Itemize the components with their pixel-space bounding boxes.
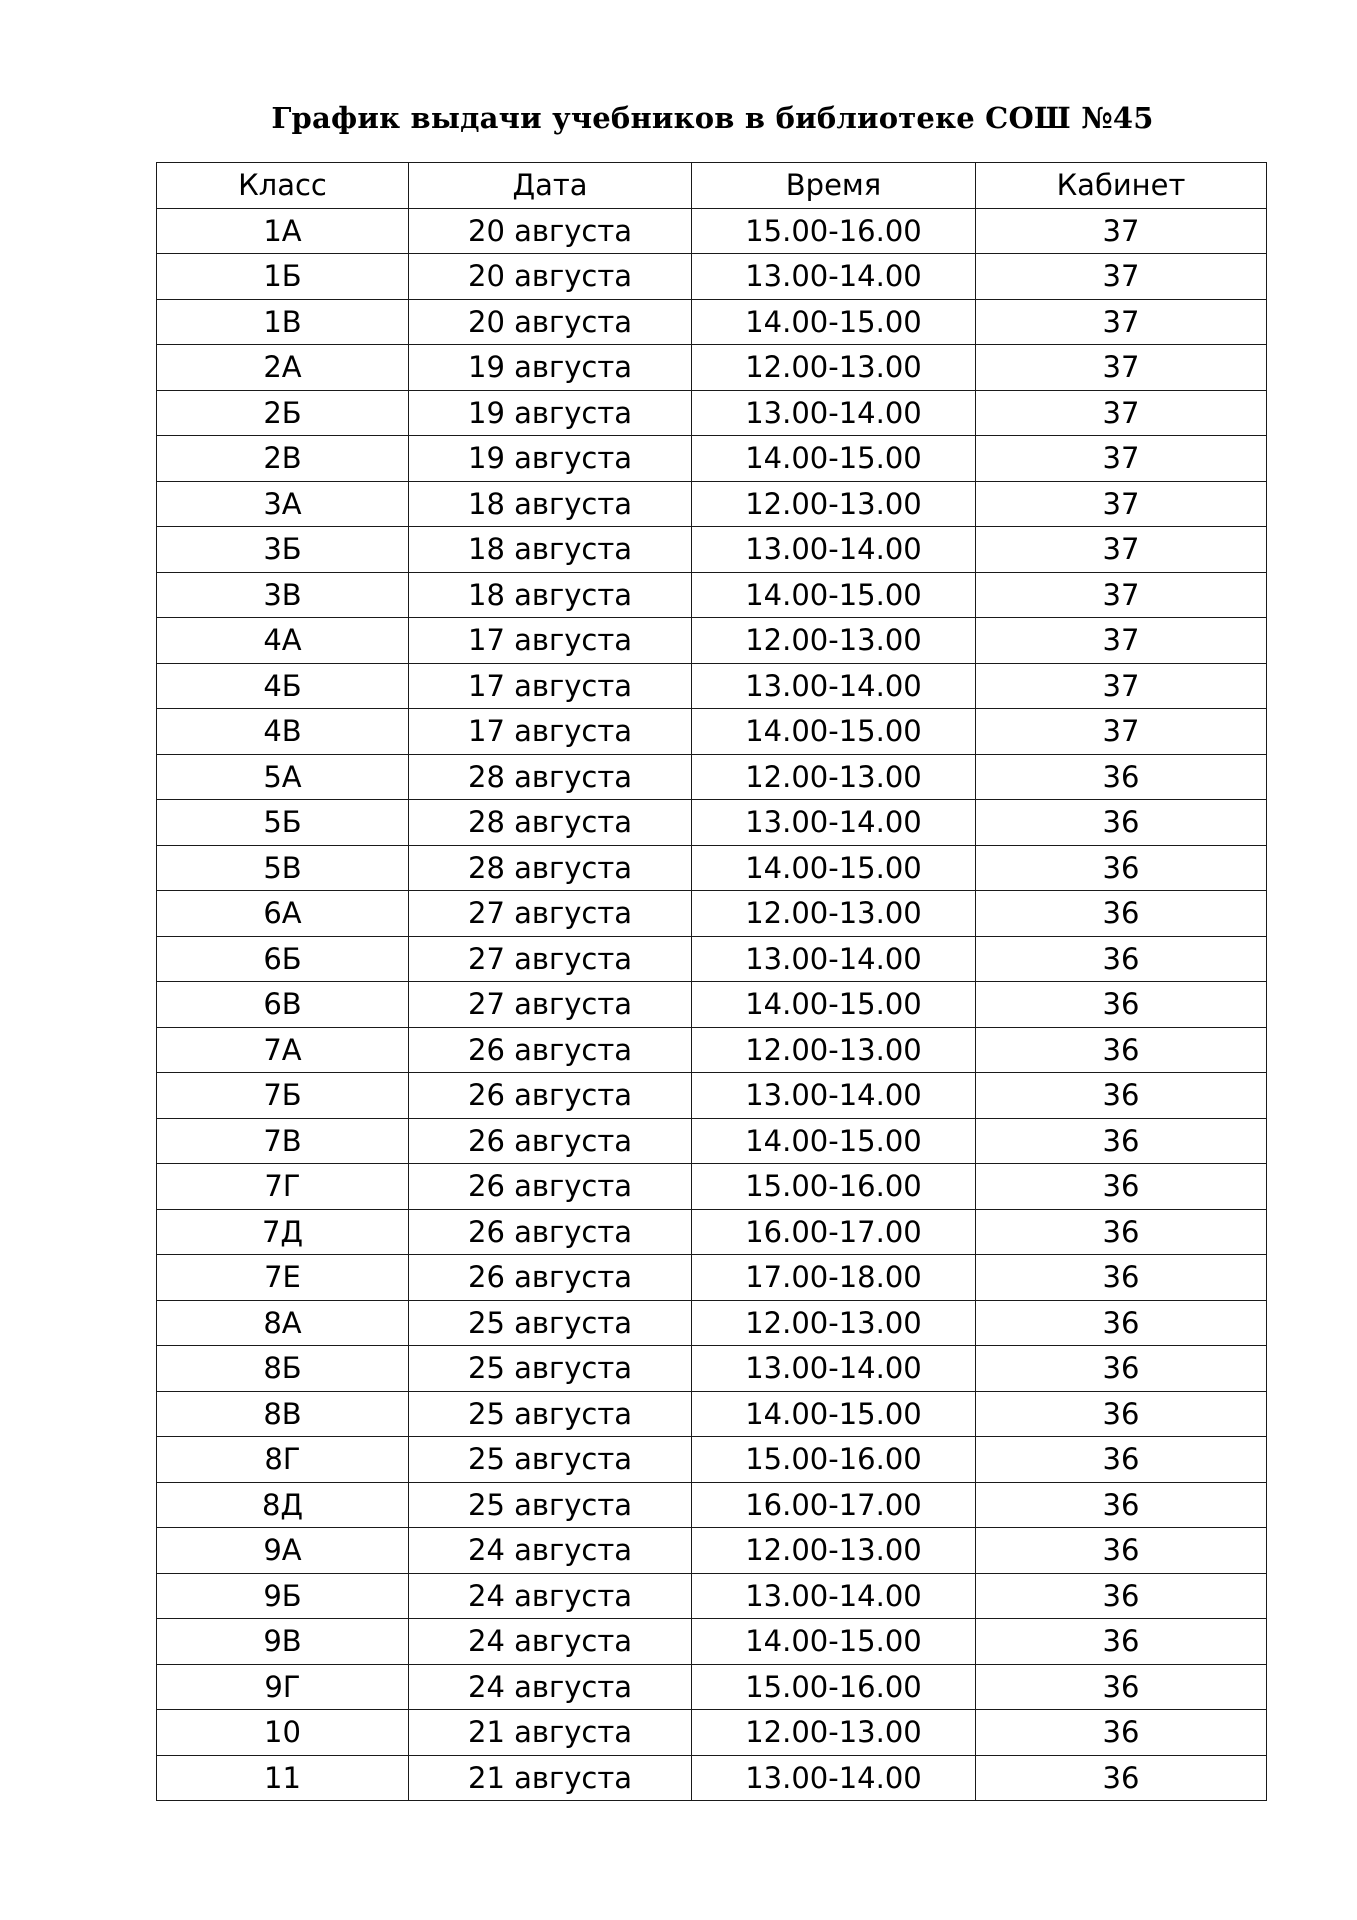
class-cell: 3А: [157, 481, 409, 527]
time-cell: 13.00-14.00: [692, 1073, 976, 1119]
class-cell: 4А: [157, 618, 409, 664]
class-cell: 11: [157, 1755, 409, 1801]
class-cell: 7Д: [157, 1209, 409, 1255]
time-cell: 16.00-17.00: [692, 1209, 976, 1255]
document-title: График выдачи учебников в библиотеке СОШ №45: [271, 101, 1154, 135]
room-cell: 36: [976, 1209, 1267, 1255]
time-cell: 14.00-15.00: [692, 1118, 976, 1164]
date-cell: 20 августа: [409, 208, 692, 254]
date-cell: 27 августа: [409, 891, 692, 937]
table-header-row: [157, 163, 1267, 209]
table-row: [157, 1209, 1267, 1255]
date-cell: 27 августа: [409, 936, 692, 982]
room-cell: 36: [976, 1255, 1267, 1301]
date-cell: 21 августа: [409, 1755, 692, 1801]
table-row: [157, 254, 1267, 300]
time-cell: 13.00-14.00: [692, 800, 976, 846]
class-cell: 10: [157, 1710, 409, 1756]
time-cell: 14.00-15.00: [692, 572, 976, 618]
room-cell: 36: [976, 1528, 1267, 1574]
class-cell: 9В: [157, 1619, 409, 1665]
date-cell: 26 августа: [409, 1027, 692, 1073]
date-cell: 20 августа: [409, 254, 692, 300]
class-cell: 1В: [157, 299, 409, 345]
date-cell: 25 августа: [409, 1391, 692, 1437]
date-cell: 24 августа: [409, 1573, 692, 1619]
date-cell: 17 августа: [409, 663, 692, 709]
time-cell: 16.00-17.00: [692, 1482, 976, 1528]
class-cell: 7А: [157, 1027, 409, 1073]
time-cell: 13.00-14.00: [692, 1573, 976, 1619]
date-cell: 28 августа: [409, 754, 692, 800]
time-cell: 14.00-15.00: [692, 982, 976, 1028]
time-cell: 13.00-14.00: [692, 663, 976, 709]
time-cell: 13.00-14.00: [692, 1755, 976, 1801]
date-cell: 17 августа: [409, 709, 692, 755]
date-cell: 18 августа: [409, 527, 692, 573]
table-body: [157, 208, 1267, 1801]
room-cell: 36: [976, 754, 1267, 800]
time-cell: 12.00-13.00: [692, 618, 976, 664]
room-cell: 37: [976, 481, 1267, 527]
time-cell: 14.00-15.00: [692, 845, 976, 891]
header-class: Класс: [157, 163, 409, 209]
date-cell: 19 августа: [409, 436, 692, 482]
class-cell: 4В: [157, 709, 409, 755]
time-cell: 13.00-14.00: [692, 254, 976, 300]
room-cell: 37: [976, 299, 1267, 345]
room-cell: 36: [976, 1482, 1267, 1528]
date-cell: 19 августа: [409, 345, 692, 391]
table-row: [157, 982, 1267, 1028]
class-cell: 1А: [157, 208, 409, 254]
date-cell: 28 августа: [409, 845, 692, 891]
table-row: [157, 709, 1267, 755]
room-cell: 36: [976, 1755, 1267, 1801]
table-row: [157, 1710, 1267, 1756]
class-cell: 4Б: [157, 663, 409, 709]
table-row: [157, 1255, 1267, 1301]
class-cell: 5В: [157, 845, 409, 891]
time-cell: 15.00-16.00: [692, 1437, 976, 1483]
class-cell: 2Б: [157, 390, 409, 436]
time-cell: 17.00-18.00: [692, 1255, 976, 1301]
time-cell: 15.00-16.00: [692, 1664, 976, 1710]
table-row: [157, 390, 1267, 436]
room-cell: 36: [976, 845, 1267, 891]
class-cell: 7Г: [157, 1164, 409, 1210]
class-cell: 2А: [157, 345, 409, 391]
room-cell: 36: [976, 1118, 1267, 1164]
room-cell: 36: [976, 1346, 1267, 1392]
table-row: [157, 1619, 1267, 1665]
table-row: [157, 1437, 1267, 1483]
class-cell: 8Г: [157, 1437, 409, 1483]
date-cell: 26 августа: [409, 1164, 692, 1210]
time-cell: 12.00-13.00: [692, 1027, 976, 1073]
room-cell: 37: [976, 254, 1267, 300]
date-cell: 26 августа: [409, 1255, 692, 1301]
room-cell: 36: [976, 936, 1267, 982]
time-cell: 14.00-15.00: [692, 436, 976, 482]
date-cell: 25 августа: [409, 1437, 692, 1483]
time-cell: 12.00-13.00: [692, 1528, 976, 1574]
table-row: [157, 208, 1267, 254]
class-cell: 5Б: [157, 800, 409, 846]
date-cell: 28 августа: [409, 800, 692, 846]
time-cell: 13.00-14.00: [692, 527, 976, 573]
table-row: [157, 800, 1267, 846]
table-row: [157, 891, 1267, 937]
table-row: [157, 1346, 1267, 1392]
time-cell: 13.00-14.00: [692, 936, 976, 982]
table-row: [157, 1664, 1267, 1710]
table-row: [157, 436, 1267, 482]
date-cell: 25 августа: [409, 1482, 692, 1528]
date-cell: 21 августа: [409, 1710, 692, 1756]
time-cell: 12.00-13.00: [692, 754, 976, 800]
table-row: [157, 1118, 1267, 1164]
table-row: [157, 299, 1267, 345]
table-row: [157, 754, 1267, 800]
class-cell: 7Б: [157, 1073, 409, 1119]
table-row: [157, 1300, 1267, 1346]
table-row: [157, 936, 1267, 982]
room-cell: 36: [976, 1619, 1267, 1665]
class-cell: 3Б: [157, 527, 409, 573]
header-date: Дата: [409, 163, 692, 209]
time-cell: 12.00-13.00: [692, 891, 976, 937]
table-row: [157, 1391, 1267, 1437]
table-row: [157, 1755, 1267, 1801]
room-cell: 37: [976, 618, 1267, 664]
room-cell: 36: [976, 1573, 1267, 1619]
room-cell: 36: [976, 1164, 1267, 1210]
date-cell: 18 августа: [409, 572, 692, 618]
room-cell: 37: [976, 208, 1267, 254]
class-cell: 1Б: [157, 254, 409, 300]
time-cell: 14.00-15.00: [692, 709, 976, 755]
date-cell: 19 августа: [409, 390, 692, 436]
date-cell: 24 августа: [409, 1664, 692, 1710]
class-cell: 3В: [157, 572, 409, 618]
date-cell: 25 августа: [409, 1346, 692, 1392]
class-cell: 5А: [157, 754, 409, 800]
table-row: [157, 527, 1267, 573]
header-time: Время: [692, 163, 976, 209]
table-row: [157, 1164, 1267, 1210]
date-cell: 18 августа: [409, 481, 692, 527]
room-cell: 37: [976, 436, 1267, 482]
room-cell: 36: [976, 1664, 1267, 1710]
class-cell: 7Е: [157, 1255, 409, 1301]
table-row: [157, 345, 1267, 391]
table-row: [157, 1482, 1267, 1528]
room-cell: 36: [976, 1710, 1267, 1756]
class-cell: 9А: [157, 1528, 409, 1574]
room-cell: 36: [976, 1391, 1267, 1437]
date-cell: 26 августа: [409, 1118, 692, 1164]
class-cell: 8А: [157, 1300, 409, 1346]
room-cell: 37: [976, 345, 1267, 391]
date-cell: 26 августа: [409, 1073, 692, 1119]
header-room: Кабинет: [976, 163, 1267, 209]
class-cell: 9Б: [157, 1573, 409, 1619]
table-row: [157, 1073, 1267, 1119]
table-row: [157, 663, 1267, 709]
time-cell: 12.00-13.00: [692, 1300, 976, 1346]
date-cell: 17 августа: [409, 618, 692, 664]
date-cell: 24 августа: [409, 1528, 692, 1574]
time-cell: 14.00-15.00: [692, 1619, 976, 1665]
class-cell: 8В: [157, 1391, 409, 1437]
room-cell: 37: [976, 663, 1267, 709]
schedule-table: [156, 162, 1267, 1801]
time-cell: 15.00-16.00: [692, 208, 976, 254]
time-cell: 14.00-15.00: [692, 1391, 976, 1437]
class-cell: 8Д: [157, 1482, 409, 1528]
date-cell: 24 августа: [409, 1619, 692, 1665]
class-cell: 8Б: [157, 1346, 409, 1392]
table-row: [157, 1528, 1267, 1574]
class-cell: 6А: [157, 891, 409, 937]
time-cell: 13.00-14.00: [692, 1346, 976, 1392]
time-cell: 13.00-14.00: [692, 390, 976, 436]
time-cell: 12.00-13.00: [692, 345, 976, 391]
table-row: [157, 618, 1267, 664]
room-cell: 36: [976, 1300, 1267, 1346]
room-cell: 36: [976, 982, 1267, 1028]
date-cell: 25 августа: [409, 1300, 692, 1346]
class-cell: 6Б: [157, 936, 409, 982]
table-row: [157, 481, 1267, 527]
time-cell: 12.00-13.00: [692, 481, 976, 527]
table-row: [157, 1027, 1267, 1073]
class-cell: 6В: [157, 982, 409, 1028]
room-cell: 37: [976, 527, 1267, 573]
room-cell: 37: [976, 709, 1267, 755]
room-cell: 36: [976, 891, 1267, 937]
table-row: [157, 845, 1267, 891]
date-cell: 20 августа: [409, 299, 692, 345]
room-cell: 36: [976, 1437, 1267, 1483]
room-cell: 36: [976, 1073, 1267, 1119]
room-cell: 37: [976, 390, 1267, 436]
room-cell: 37: [976, 572, 1267, 618]
time-cell: 15.00-16.00: [692, 1164, 976, 1210]
class-cell: 9Г: [157, 1664, 409, 1710]
class-cell: 2В: [157, 436, 409, 482]
room-cell: 36: [976, 800, 1267, 846]
table-row: [157, 1573, 1267, 1619]
date-cell: 26 августа: [409, 1209, 692, 1255]
room-cell: 36: [976, 1027, 1267, 1073]
date-cell: 27 августа: [409, 982, 692, 1028]
time-cell: 12.00-13.00: [692, 1710, 976, 1756]
time-cell: 14.00-15.00: [692, 299, 976, 345]
table-row: [157, 572, 1267, 618]
class-cell: 7В: [157, 1118, 409, 1164]
